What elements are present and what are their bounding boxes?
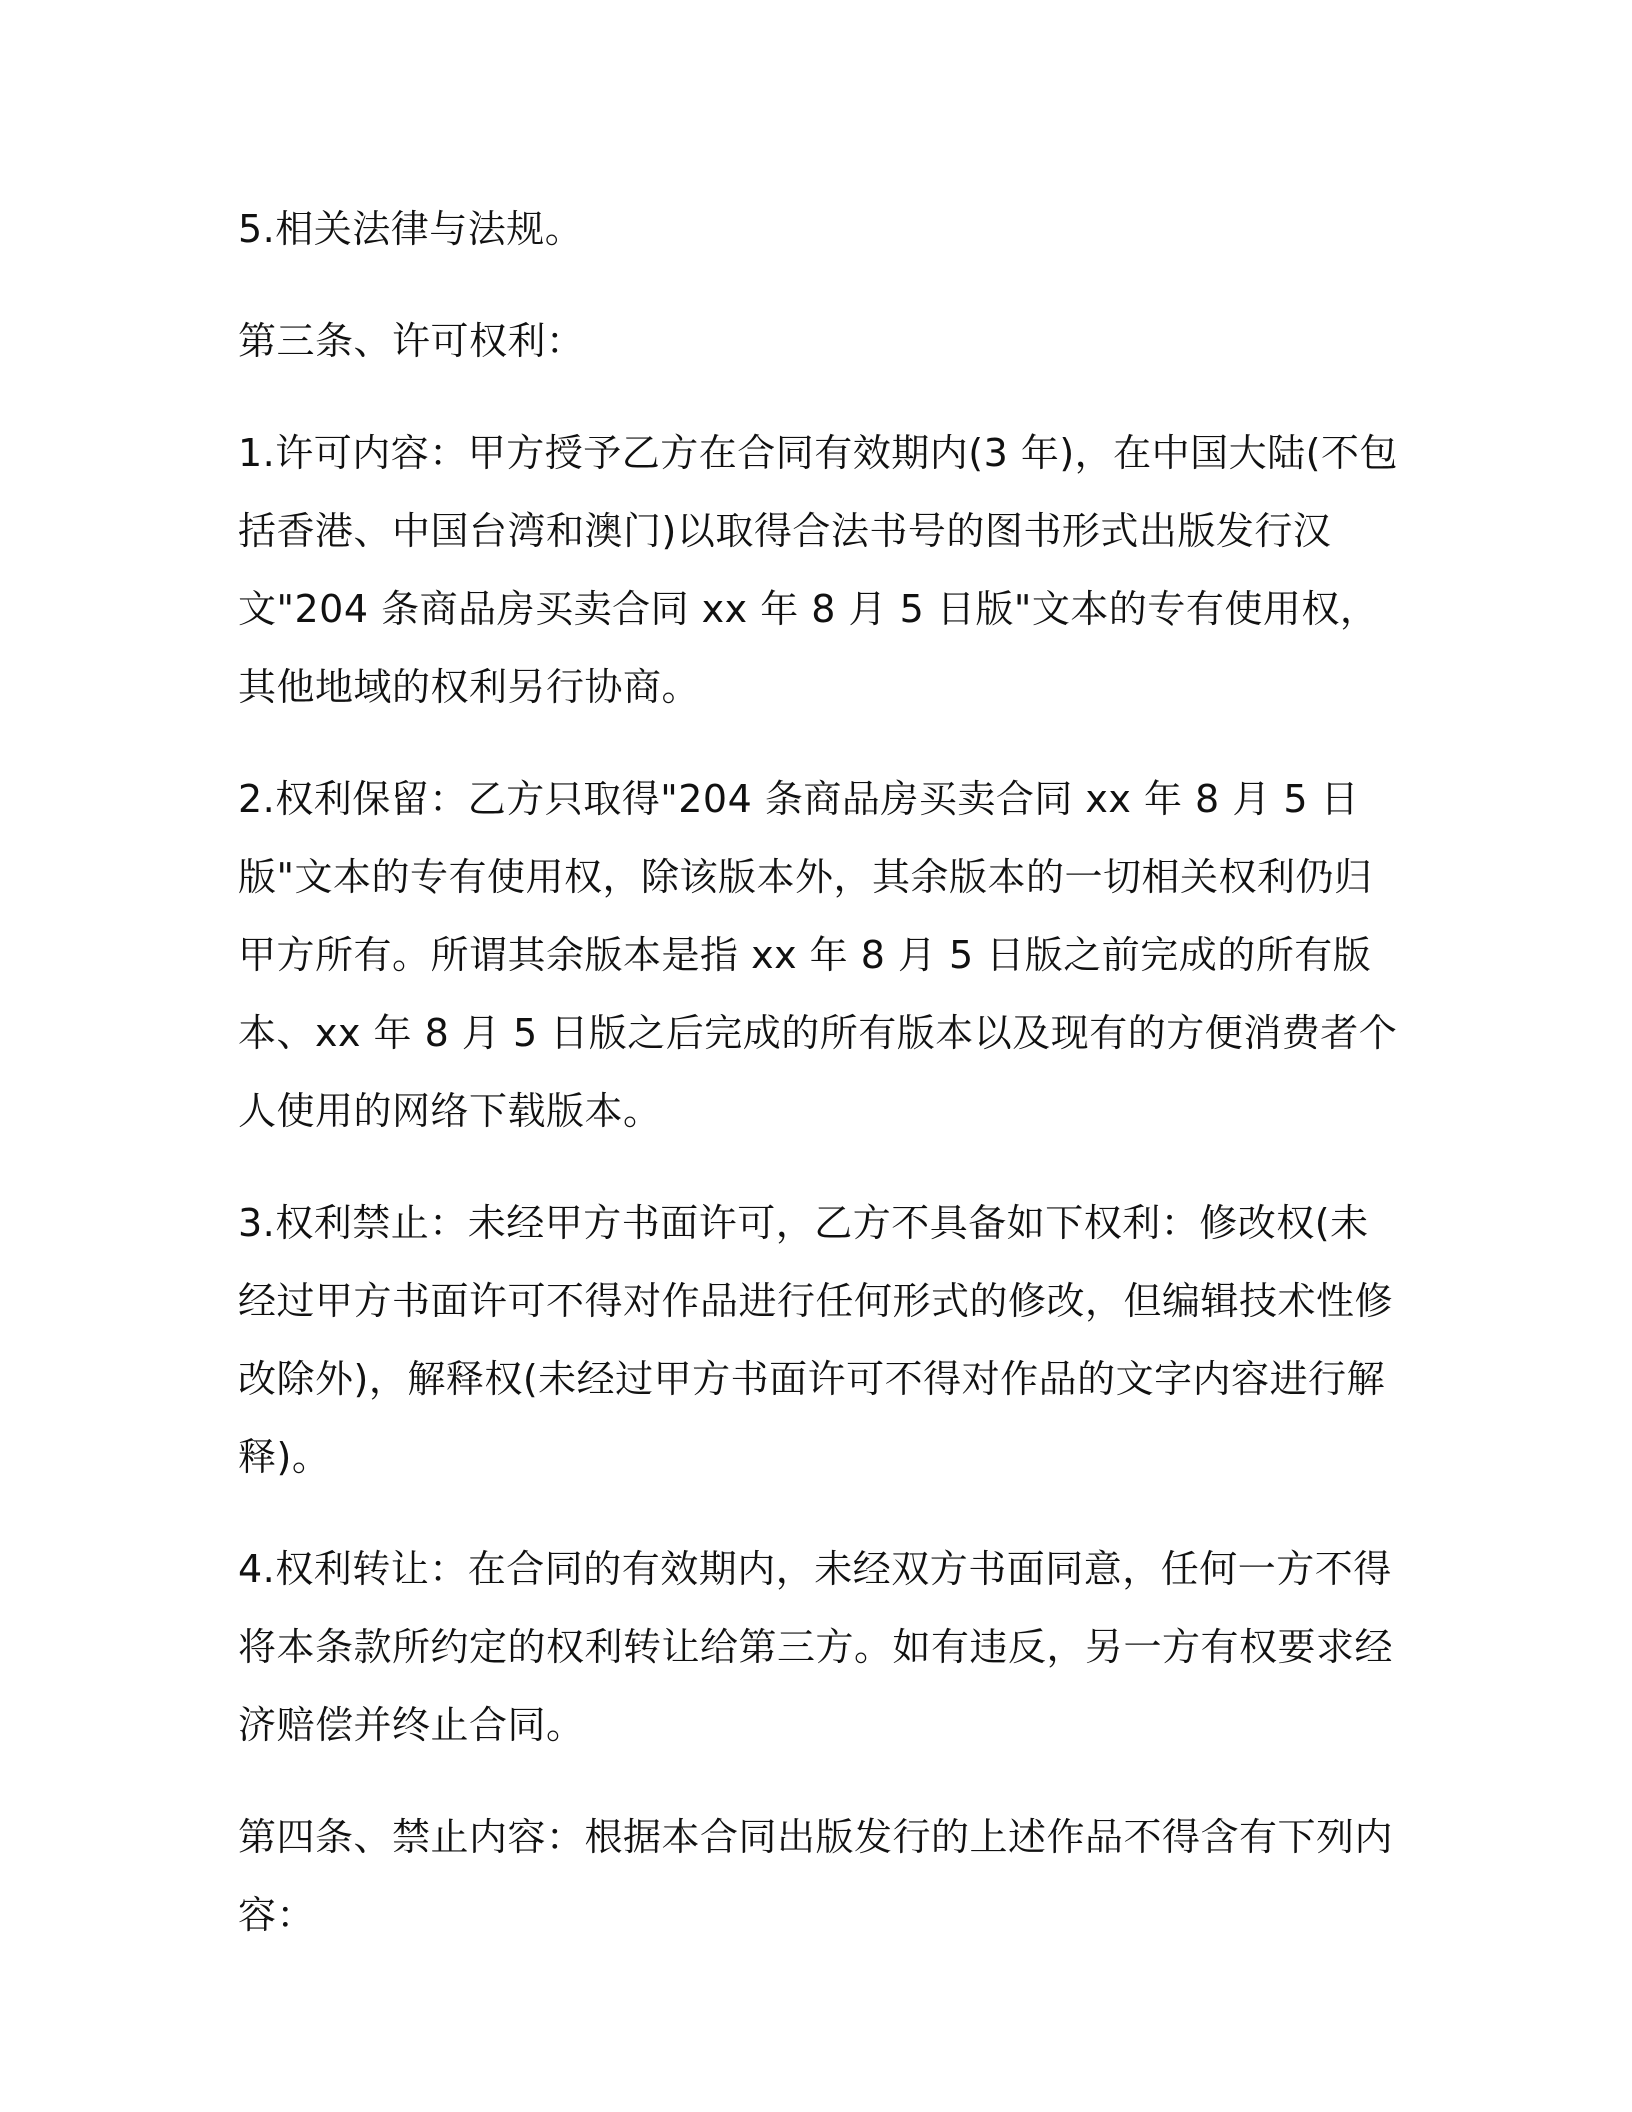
heading-article-4: 第四条、禁止内容：根据本合同出版发行的上述作品不得含有下列内容： bbox=[238, 1815, 1394, 1937]
heading-article-3: 第三条、许可权利： bbox=[238, 319, 585, 363]
paragraph-related-laws: 5.相关法律与法规。 bbox=[238, 207, 584, 251]
paragraph-rights-reserved: 2.权利保留：乙方只取得"204 条商品房买卖合同 xx 年 8 月 5 日版"文本的专有使用权，除该版本外，其余版本的一切相关权利仍归甲方所有。所谓其余版本是指 xx 年 8 月 5 日版之前完成的所有版本、xx 年 8 月 5 日版之后完成的所有版本以及现有的方便消费者个人使用的网络下载版本。 bbox=[238, 777, 1398, 1133]
paragraph-license-content: 1.许可内容：甲方授予乙方在合同有效期内(3 年)，在中国大陆(不包括香港、中国台湾和澳门)以取得合法书号的图书形式出版发行汉文"204 条商品房买卖合同 xx 年 8 月 5 日版"文本的专有使用权，其他地域的权利另行协商。 bbox=[238, 431, 1398, 709]
paragraph-rights-prohibited: 3.权利禁止：未经甲方书面许可，乙方不具备如下权利：修改权(未经过甲方书面许可不得对作品进行任何形式的修改，但编辑技术性修改除外)，解释权(未经过甲方书面许可不得对作品的文字内容进行解释)。 bbox=[238, 1201, 1394, 1479]
document-body bbox=[238, 190, 1398, 1988]
paragraph-rights-transfer: 4.权利转让：在合同的有效期内，未经双方书面同意，任何一方不得将本条款所约定的权利转让给第三方。如有违反，另一方有权要求经济赔偿并终止合同。 bbox=[238, 1547, 1394, 1747]
